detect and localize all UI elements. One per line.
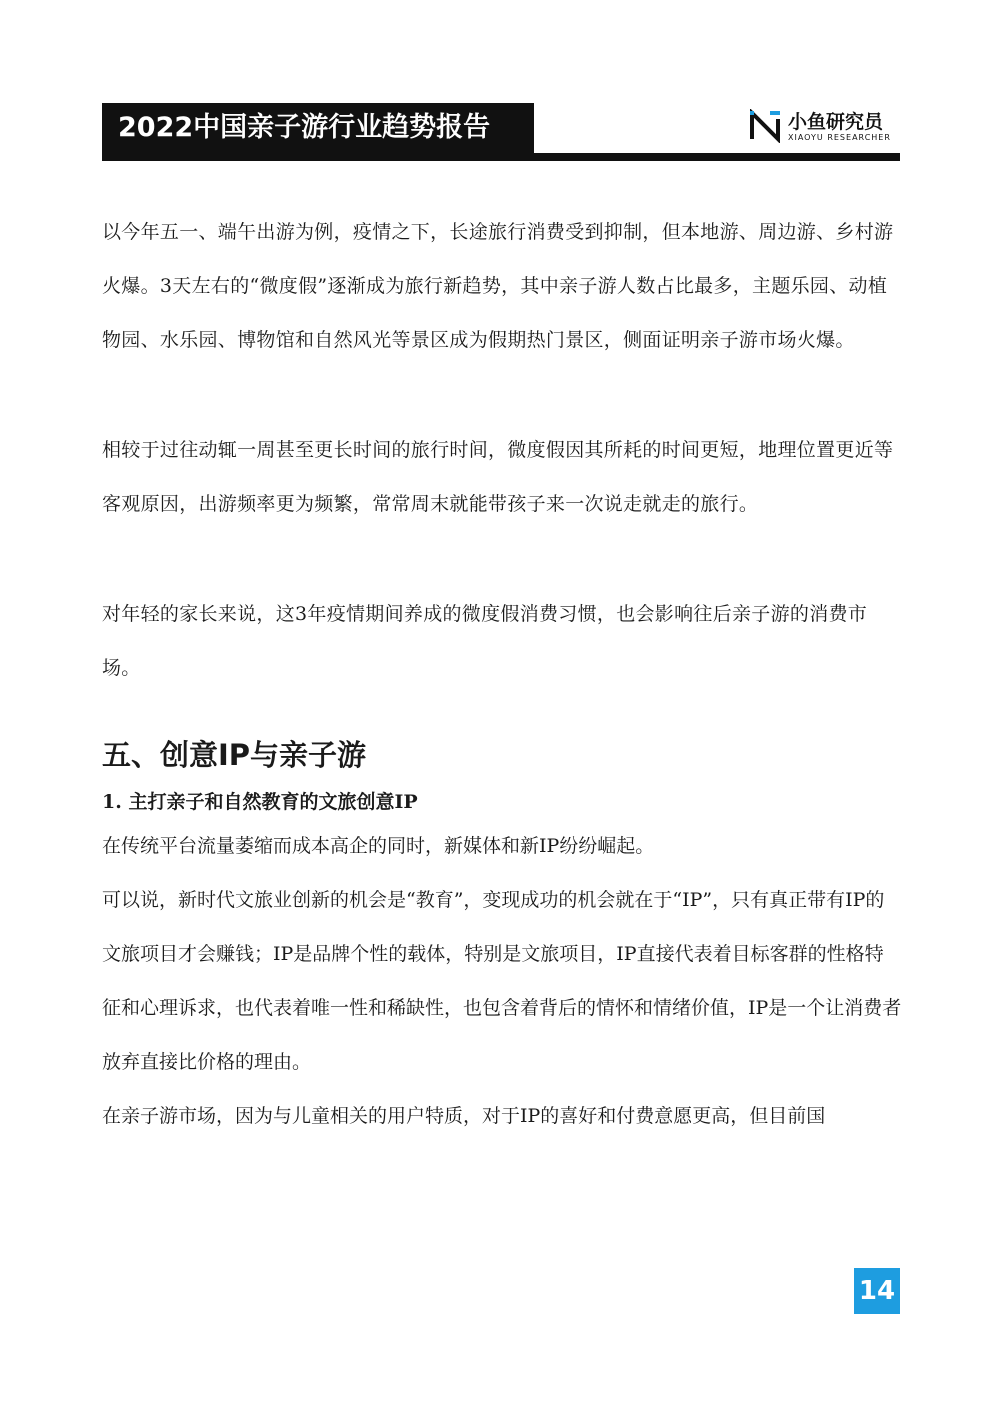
subsection-heading: 1. 主打亲子和自然教育的文旅创意IP [102,791,418,813]
paragraph: 以今年五一、端午出游为例，疫情之下，长途旅行消费受到抑制，但本地游、周边游、乡村游火爆。3天左右的“微度假”逐渐成为旅行新趋势，其中亲子游人数占比最多，主题乐园、动植物园、水乐园、博物馆和自然风光等景区成为假期热门景区，侧面证明亲子游市场火爆。 [102,221,894,351]
paragraph: 可以说，新时代文旅业创新的机会是“教育”，变现成功的机会就在于“IP”，只有真正带有IP的文旅项目才会赚钱；IP是品牌个性的载体，特别是文旅项目，IP直接代表着目标客群的性格特征和心理诉求，也代表着唯一性和稀缺性，也包含着背后的情怀和情绪价值，IP是一个让消费者放弃直接比价格的理由。 [102,889,902,1073]
paragraph: 在传统平台流量萎缩而成本高企的同时，新媒体和新IP纷纷崛起。 [102,835,655,857]
brand-subtitle: XIAOYU RESEARCHER [788,133,891,142]
paragraph: 对年轻的家长来说，这3年疫情期间养成的微度假消费习惯，也会影响往后亲子游的消费市场。 [102,603,868,679]
section-heading: 五、创意IP与亲子游 [102,738,367,772]
xiaoyu-logo-icon [748,109,782,143]
page-number-badge: 14 [854,1268,900,1314]
report-title: 2022中国亲子游行业趋势报告 [102,103,534,153]
brand-name: 小鱼研究员 [788,111,884,133]
page-header [102,103,900,161]
header-divider [102,153,900,161]
brand-block [748,105,900,149]
paragraph: 相较于过往动辄一周甚至更长时间的旅行时间，微度假因其所耗的时间更短，地理位置更近等客观原因，出游频率更为频繁，常常周末就能带孩子来一次说走就走的旅行。 [102,439,894,515]
page-content [102,205,902,1143]
paragraph: 在亲子游市场，因为与儿童相关的用户特质，对于IP的喜好和付费意愿更高，但目前国 [102,1105,826,1127]
